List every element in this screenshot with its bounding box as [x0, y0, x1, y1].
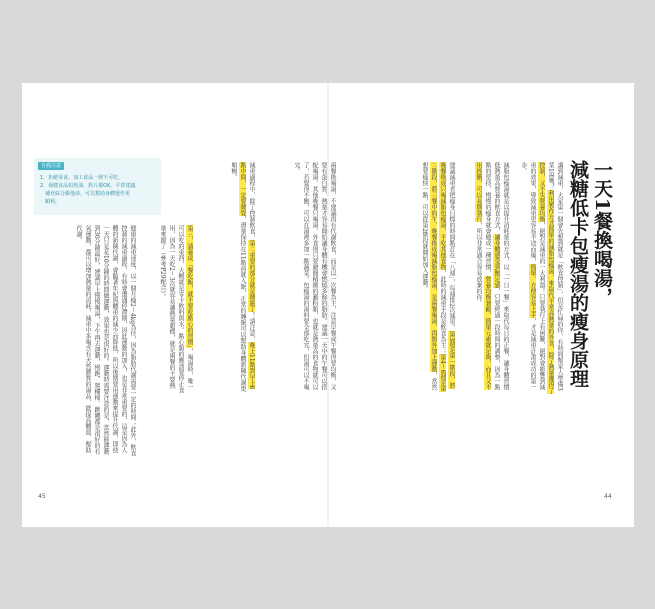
body-text: ，盡量保持在11點前就入眠，正常的睡眠可以幫助身體新陳代謝更順暢。 — [230, 162, 246, 392]
left-paragraph-3 — [140, 225, 194, 394]
highlighted-text: 第二重要的部分就是睡眠了 — [248, 240, 255, 312]
body-text: ，所以非常適合容易放棄的你。 — [475, 222, 482, 306]
tip-box — [34, 158, 161, 215]
body-text: 兩餐換喝湯，不建議再有代謝飲食，而是以一次餐為主，注意早餐或午餐得要均衡，又要有蛋白質、熱量才容易開始讓身體有機會燃燒多餘的脂肪。建議一天中的午餐可以搭配喝湯，其他晚餐只喝湯，外食則只要避開精緻的澱粉類，也就是熱量高的食物就可以了，若覺得不飽，可以在湯裡多加一點蔬菜。 — [302, 162, 336, 390]
highlighted-text: 利用製作方式簡單的減脂包瘦湯，來取代平常高熱量的外食，除了熱量獲得了控制，又不失營養均衡 — [538, 162, 554, 394]
tip-box-text — [40, 174, 158, 206]
body-text: 減重過程中，除了控制飲食， — [248, 162, 255, 240]
body-text: 講到減重，大家第一個會先想到就是「飲食控制」，但是忙碌的你，有時間幫家人準備3菜1湯嗎？ — [547, 162, 563, 391]
body-text: 包瘦湯的湯料要全部吃完，但湯可以不喝完。 — [293, 162, 309, 390]
body-text: 健康的減重速度，以一個月瘦2～4kg為佳，因為脂肪代謝需要一定的時間；此外，飲食控制的減重過程，有時會遭遇停滯期，因此運動的加入，也是非常重要的，這是因為人體的新陳代謝，會隨著年紀與體重的減少而降低，所以後期要用運動來提升代謝，即使一天只是花10分鐘的時間做運動，效果也是很好的。運動時需要注意的是，當然能運動到30分鐘最好，建議早上慢慢喝湯，下午再去運動，慢跑、爬樓梯、跳繩都是很好的有氧運動，都可以增加熱量的消耗，減重中多喝含有天然膠質的湯品，能提高體溫、幫助代謝。 — [75, 225, 136, 457]
left-paragraph-4 — [38, 225, 137, 457]
body-text: ，當然想要瘦快一點，可以從第2階段就開始加入運動。 — [421, 162, 437, 390]
body-text: ，才是減重計畫成功的第一步。 — [520, 162, 536, 390]
body-text: ！請注意， — [248, 312, 255, 342]
page-title-line-2: 減糖低卡包瘦湯的瘦身原理 — [567, 160, 589, 388]
right-paragraph-2 — [456, 162, 510, 394]
body-text: ，絕對是減重的一大利器！只要執行上有困難，絕對會影響到減重的效果，導致減重更容易半途而廢， — [529, 162, 545, 390]
highlighted-text: 晚上11點到早上6點中間，一定要睡覺 — [239, 162, 255, 390]
tip-item-1: 1．拒絕零食、加工食品一律不可吃。 — [40, 175, 124, 181]
body-text: 減脂包瘦湯就是以提升消耗量的方式，以「一日一餐」來取代每日的正餐，讓身體習慣低熱量高營養的飲食方式， — [493, 162, 509, 390]
page-number-left: 45 — [38, 493, 46, 500]
right-paragraph-1 — [510, 162, 564, 394]
left-paragraph-2 — [202, 162, 256, 394]
body-text: ，喝湯時，唯一可以吃的東西，大概就是零卡飲料與水。點心類的應該要停止食用，因為一天吃2～3次就容易讓熱量超標，就是兩餐的主要熱量來源了（參考P29配合）。 — [159, 225, 193, 393]
body-text: 建議減重者把瘦身目標的時間點訂在「八週」，每週排2次減重。 — [448, 162, 455, 331]
highlighted-text: 第3週是第一階段，將晚餐換成只喝減脂包瘦湯，不吃其他食物 — [439, 162, 455, 389]
tip-item-2-end: 順利。 — [45, 199, 61, 205]
body-text: ，此時的減重手段是飲食為主； — [439, 270, 446, 354]
highlighted-text: 讓身體感受到飽足感 — [493, 234, 500, 288]
tip-box-tab: 自我注意 — [38, 162, 64, 170]
left-paragraph-1 — [256, 162, 337, 394]
highlighted-text: 第三，請養成「餐吃飯，就不要吃點心的習慣」 — [186, 225, 193, 348]
tip-item-2-cont: 補充綜合維他命，可以幫助身體運作更 — [45, 191, 131, 197]
page-title-line-1: 一天1餐換喝湯， — [591, 160, 613, 307]
tip-item-2: 2．保健食品如魚油、鈣片都OK，平常建議 — [40, 183, 136, 189]
body-text: ，只要經過一段時間的調整，因為一點點的堅持，慢慢的瘦身就會變成一種習慣， — [484, 162, 500, 390]
highlighted-text: 第4～6週是第二階段，將三餐中的午、晚餐換成喝減脂包瘦湯，是兩餐喝湯，再額外加上運動 — [430, 162, 446, 392]
right-paragraph-3 — [375, 162, 456, 394]
highlighted-text: 簡單、方便容易上手 — [529, 264, 536, 318]
page-number-right: 44 — [604, 493, 612, 500]
highlighted-text: 營養均衡兼顧，簡單元素就足夠，而且又不用挨餓，可以長期執行 — [475, 162, 491, 390]
